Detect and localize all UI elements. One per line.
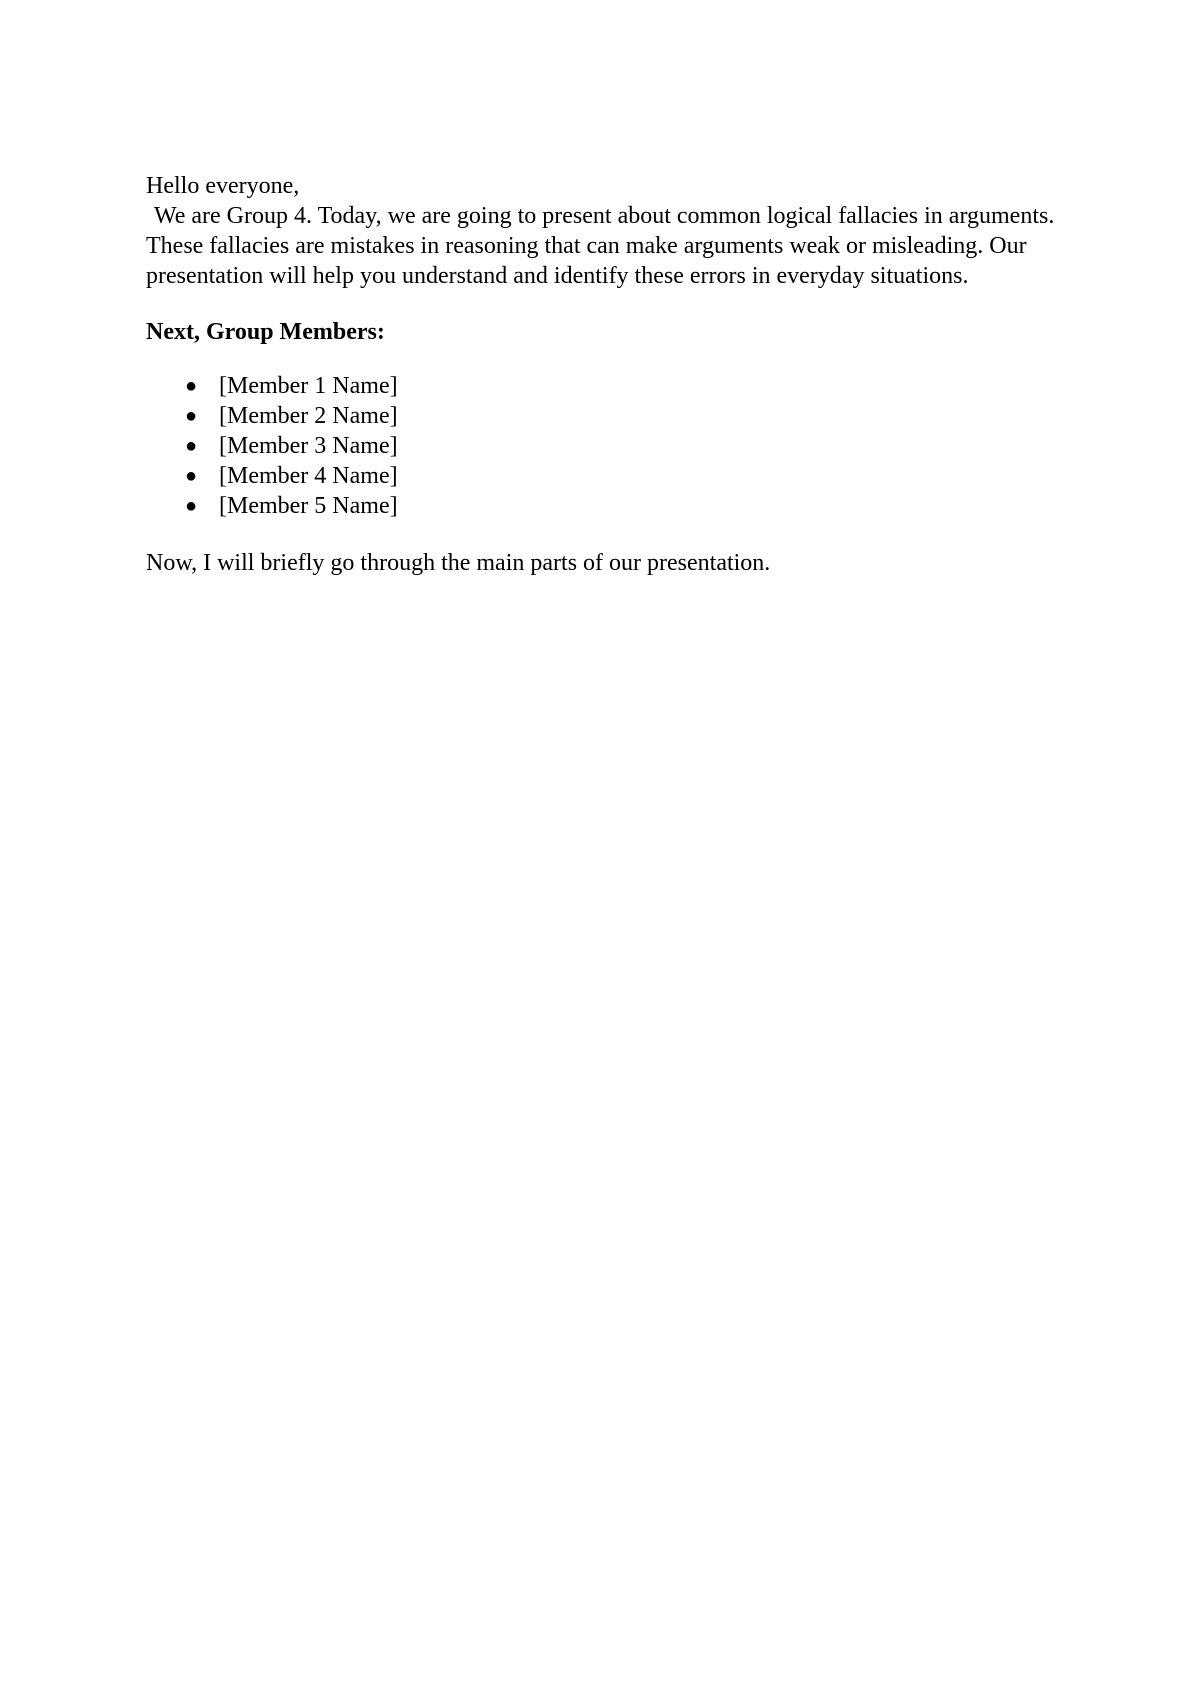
member-name: [Member 5 Name] [219,493,398,519]
intro-paragraph: We are Group 4. Today, we are going to present about common logical fallacies in arguments. These fallacies are mistakes in reasoning that can make arguments weak or misleading. Our presentation will help you understand and identify these errors in everyday situations. [146,203,1055,289]
member-list-item [146,401,1076,431]
bullet-icon: ● [185,435,198,457]
bullet-icon: ● [185,375,198,397]
greeting-text: Hello everyone, [146,173,300,199]
member-list-item [146,371,1076,401]
member-name: [Member 1 Name] [219,373,398,399]
bullet-icon: ● [185,465,198,487]
member-name: [Member 2 Name] [219,403,398,429]
closing-paragraph: Now, I will briefly go through the main parts of our presentation. [146,550,771,576]
member-name: [Member 3 Name] [219,433,398,459]
group-members-list [146,371,1076,521]
bullet-icon: ● [185,495,198,517]
member-list-item [146,491,1076,521]
member-name: [Member 4 Name] [219,463,398,489]
group-members-heading: Next, Group Members: [146,319,385,345]
bullet-icon: ● [185,405,198,427]
member-list-item [146,431,1076,461]
member-list-item [146,461,1076,491]
document-page [146,171,1076,578]
